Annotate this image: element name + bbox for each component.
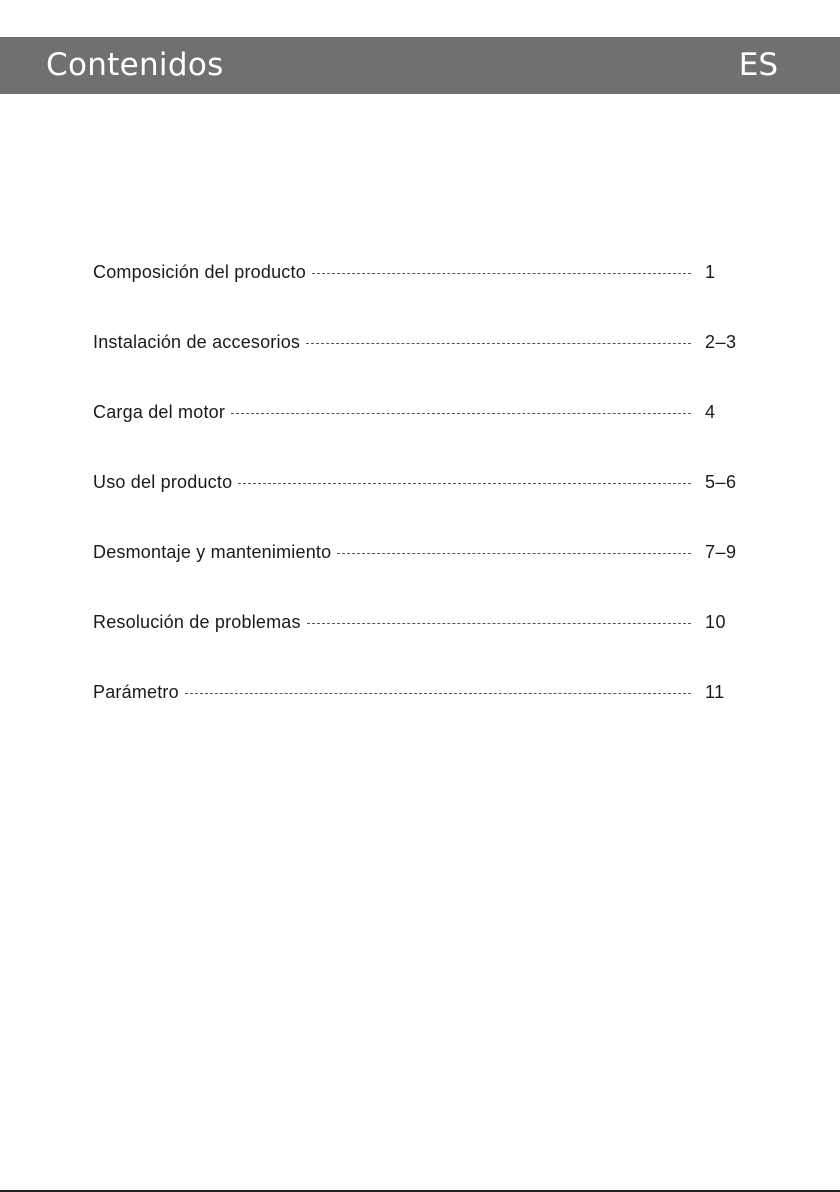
toc-entry-troubleshooting[interactable] xyxy=(93,608,753,678)
toc-dot-leader xyxy=(181,678,691,706)
toc-entry-page: 2–3 xyxy=(705,332,737,352)
toc-entry-motor-charging[interactable] xyxy=(93,398,753,468)
language-code: ES xyxy=(738,47,778,83)
toc-entry-product-use[interactable] xyxy=(93,468,753,538)
toc-dot-leader xyxy=(302,328,691,356)
toc-dot-leader xyxy=(308,258,691,286)
toc-entry-title: Parámetro xyxy=(93,682,179,702)
header-bar xyxy=(0,37,840,94)
toc-entry-title: Resolución de problemas xyxy=(93,612,301,632)
toc-entry-page: 1 xyxy=(705,262,716,282)
toc-dot-leader xyxy=(303,608,691,636)
toc-entry-product-composition[interactable] xyxy=(93,258,753,328)
toc-entry-accessory-installation[interactable] xyxy=(93,328,753,398)
toc-entry-title: Desmontaje y mantenimiento xyxy=(93,542,332,562)
toc-entry-page: 10 xyxy=(705,612,727,632)
toc-dot-leader xyxy=(333,538,691,566)
table-of-contents xyxy=(93,258,753,748)
toc-entry-title: Composición del producto xyxy=(93,262,306,282)
toc-entry-page: 4 xyxy=(705,402,716,422)
toc-dot-leader xyxy=(234,468,691,496)
toc-entry-title: Instalación de accesorios xyxy=(93,332,301,352)
toc-entry-page: 11 xyxy=(705,682,725,702)
toc-entry-page: 7–9 xyxy=(705,542,737,562)
toc-entry-title: Uso del producto xyxy=(93,472,233,492)
page-title: Contenidos xyxy=(46,47,224,83)
toc-entry-disassembly-maintenance[interactable] xyxy=(93,538,753,608)
toc-dot-leader xyxy=(227,398,691,426)
toc-entry-title: Carga del motor xyxy=(93,402,226,422)
toc-entry-page: 5–6 xyxy=(705,472,737,492)
toc-entry-parameters[interactable] xyxy=(93,678,753,748)
